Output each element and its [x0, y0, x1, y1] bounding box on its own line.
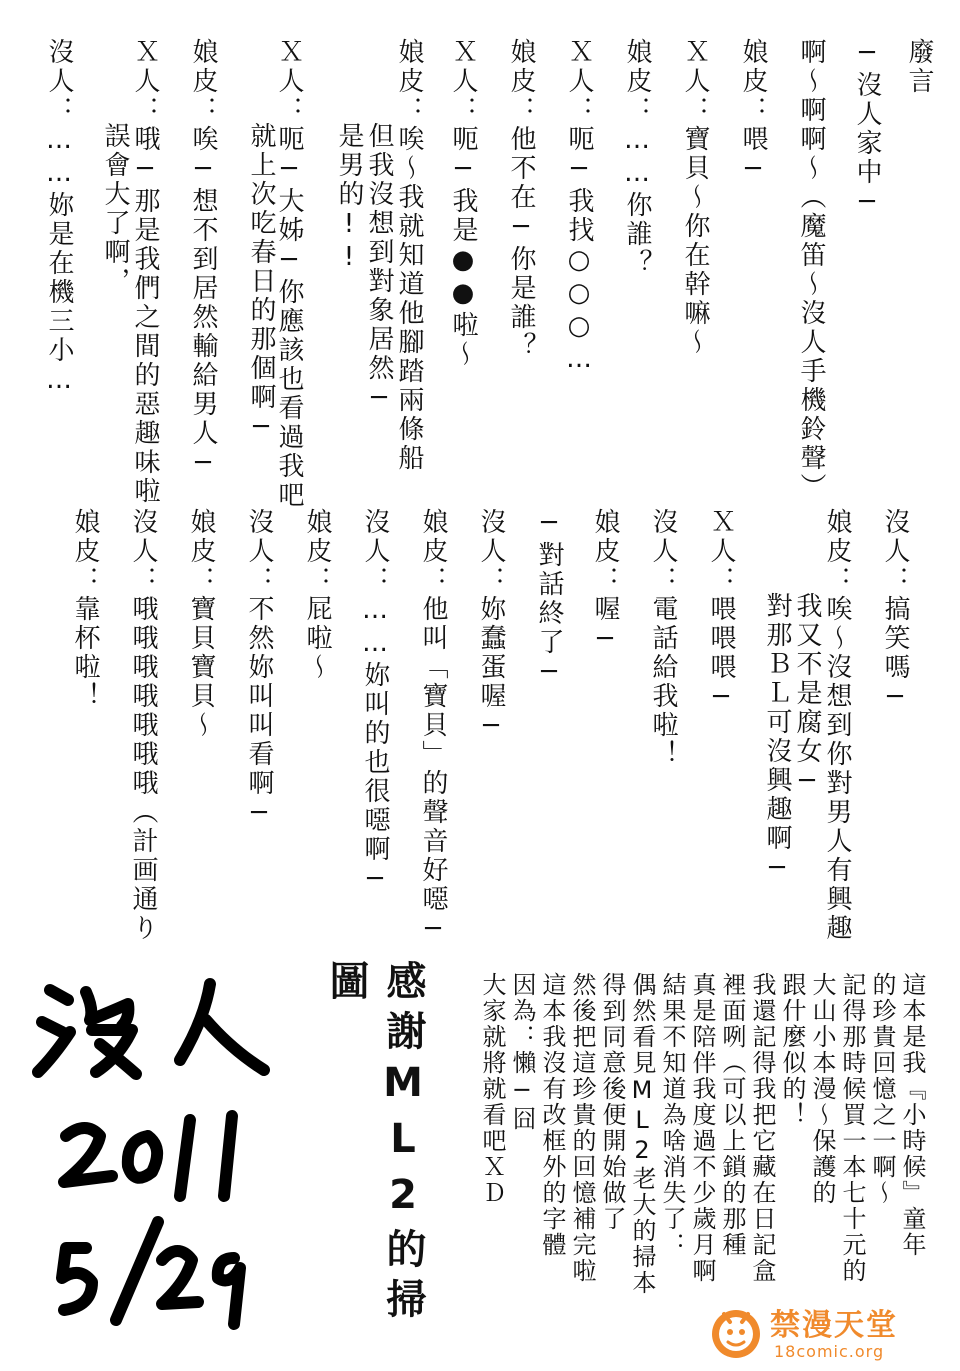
note-line: 大家就將就看吧ＸＤ: [478, 972, 506, 1206]
dialogue-line: 娘皮：他叫「寶貝」的聲音好噁─: [418, 508, 448, 947]
note-line: 因為：懶─囧: [508, 972, 536, 1132]
dialogue-line: 沒人：……妳是在機三小…: [44, 38, 74, 398]
dialogue-line: 沒人：哦哦哦哦哦哦哦（計画通り: [128, 508, 158, 943]
note-line: 偶然看見ML2老大的掃本: [628, 972, 656, 1296]
note-line: 跟什麼似的！: [778, 972, 806, 1128]
note-line: 記得那時候買一本七十元的: [838, 972, 866, 1284]
dialogue-line: 娘皮：……你誰？: [622, 38, 652, 278]
note-line: 裡面咧（可以上鎖的那種: [718, 972, 746, 1258]
dialogue-line: ─沒人家中─: [852, 38, 882, 220]
dialogue-line: 娘皮：唉～沒想到你對男人有興趣: [822, 508, 852, 943]
dialogue-line: Ｘ人：呃─大姊─你應該也看過我吧: [274, 38, 304, 510]
dialogue-line: 沒人：搞笑嗎─: [880, 508, 910, 715]
dialogue-line: 娘皮：靠杯啦！: [70, 508, 100, 711]
dialogue-line: 沒人：……妳叫的也很噁啊─: [360, 508, 390, 897]
dialogue-line: Ｘ人：喂喂喂─: [706, 508, 736, 715]
note-line: 大山小本漫～保護的: [808, 972, 836, 1206]
dialogue-line: Ｘ人：呃─我是●●啦～: [448, 38, 478, 369]
dialogue-line: 娘皮：喂─: [738, 38, 768, 187]
dialogue-line: 沒人：不然妳叫叫看啊─: [244, 508, 274, 831]
dialogue-line: 沒人：妳蠢蛋喔─: [476, 508, 506, 744]
dialogue-line: 就上次吃春日的那個啊─: [246, 122, 276, 445]
dialogue-line: 啊～啊啊～（魔笛～沒人手機鈴聲）: [796, 38, 826, 502]
note-line: 得到同意後便開始做了: [598, 972, 626, 1232]
note-line: 結果不知道為啥消失了：: [658, 972, 686, 1258]
note-line: 這本是我『小時候』童年: [898, 972, 926, 1258]
dialogue-line: 對那ＢＬ可沒興趣啊─: [762, 592, 792, 886]
note-line: 真是陪伴我度過不少歲月啊: [688, 972, 716, 1284]
dialogue-line: 娘皮：喔─: [590, 508, 620, 657]
watermark-url: 18comic.org: [774, 1342, 885, 1361]
dialogue-line: ─對話終了─: [534, 508, 564, 690]
afterword-title: 廢言: [904, 38, 934, 96]
dialogue-line: 誤會大了啊，: [100, 122, 130, 296]
dialogue-line: 娘皮：唉─想不到居然輸給男人─: [188, 38, 218, 481]
note-line: 我還記得我把它藏在日記盒: [748, 972, 776, 1284]
dialogue-line: 我又不是腐女─: [792, 592, 822, 799]
dialogue-line: 是男的!!: [334, 122, 364, 275]
thanks-heading: 感謝ML2的掃圖: [323, 960, 426, 1328]
mascot-icon: [706, 1302, 766, 1362]
dialogue-line: 娘皮：寶貝寶貝～: [186, 508, 216, 740]
dialogue-line: 娘皮：他不在─你是誰？: [506, 38, 536, 361]
note-line: 這本我沒有改框外的字體: [538, 972, 566, 1258]
watermark-logo: [706, 1300, 946, 1366]
handwritten-signature: [20, 960, 290, 1340]
dialogue-line: Ｘ人：哦─那是我們之間的惡趣味啦: [130, 38, 160, 506]
note-line: 的珍貴回憶之一啊～: [868, 972, 896, 1206]
dialogue-line: Ｘ人：呃─我找○○○…: [564, 38, 594, 377]
note-line: 然後把這珍貴的回憶補完啦: [568, 972, 596, 1284]
dialogue-line: 但我沒想到對象居然─: [364, 122, 394, 416]
dialogue-line: 娘皮：唉～我就知道他腳踏兩條船: [394, 38, 424, 473]
dialogue-line: 娘皮：屁啦～: [302, 508, 332, 682]
watermark-name: 禁漫天堂: [770, 1308, 898, 1343]
dialogue-line: 沒人：電話給我啦！: [648, 508, 678, 769]
dialogue-line: Ｘ人：寶貝～你在幹嘛～: [680, 38, 710, 357]
